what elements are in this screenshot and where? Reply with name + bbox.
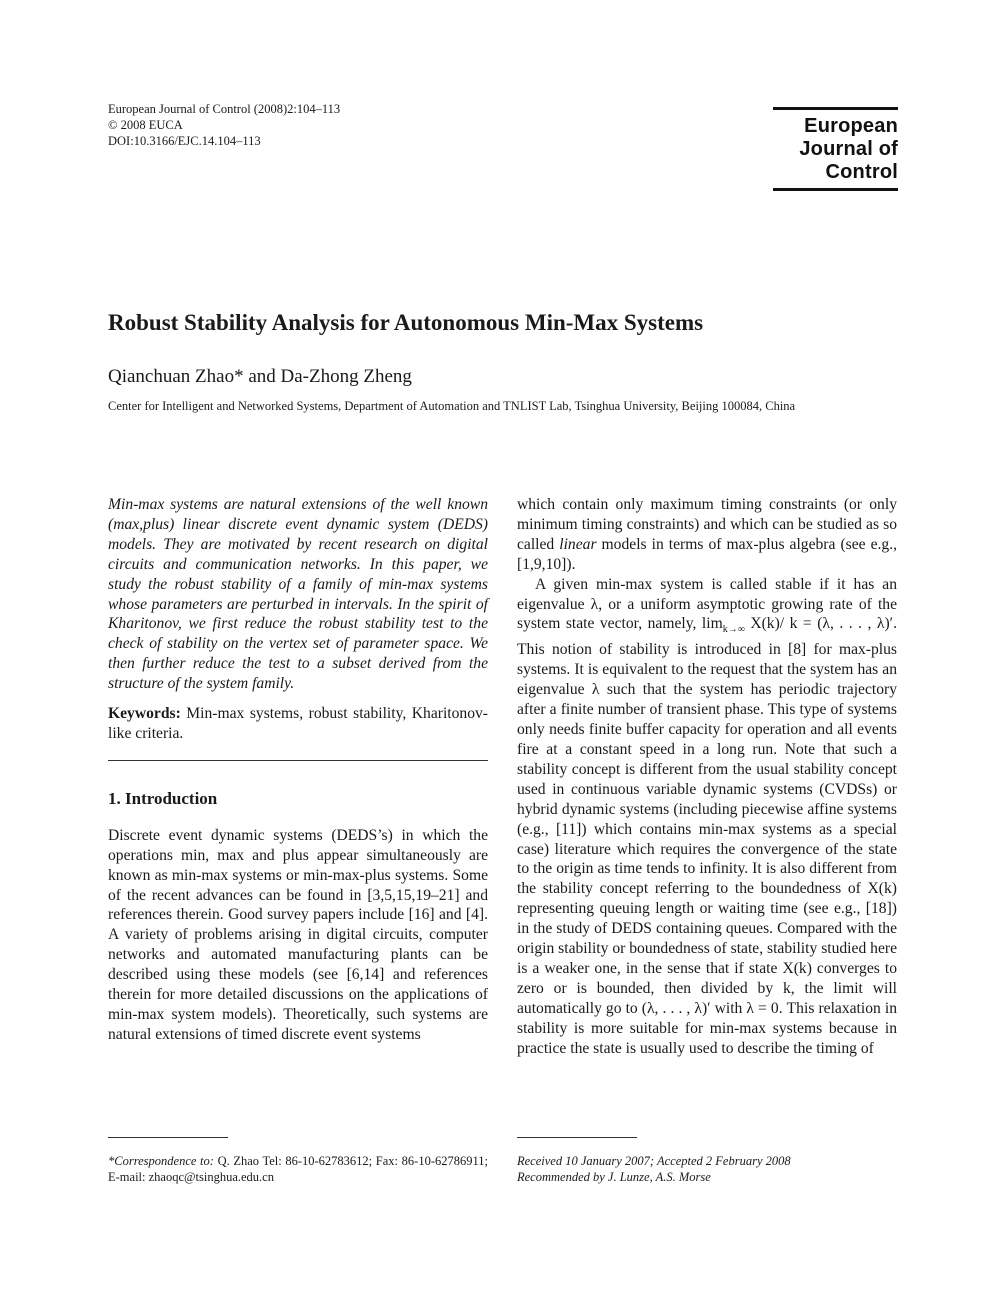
para2-part-a: A given min-max system is called stable if it has an eigenvalue λ, or a uniform asymptotic growing rate of the system state vector, namely, lim bbox=[517, 575, 897, 633]
para1-emphasis: linear bbox=[559, 535, 597, 553]
journal-logo bbox=[773, 107, 898, 191]
logo-line-3: Control bbox=[825, 161, 898, 183]
logo-line-2: Journal of bbox=[799, 138, 898, 160]
para2-limit-subscript: k→∞ bbox=[722, 624, 745, 636]
footnote-rule-left bbox=[108, 1137, 228, 1138]
journal-meta bbox=[108, 101, 340, 149]
paper-title: Robust Stability Analysis for Autonomous Min-Max Systems bbox=[108, 310, 704, 335]
keywords-label: Keywords: bbox=[108, 705, 181, 723]
section-heading-introduction: 1. Introduction bbox=[108, 788, 218, 808]
copyright-line: © 2008 EUCA bbox=[108, 118, 183, 132]
para2-part-b: X(k)/ k = (λ, . . . , λ)′. This notion of stability is introduced in [8] for max-plus systems. It is equivalent to the request that the system has an eigenvalue λ such that the system has periodic trajectory after a finite number of transient phase. This type of systems only needs finite buffer capacity for operation and all events fire at a constant speed in a long run. Note that such a stability concept is different from the usual stability concept used in continuous variable dynamic systems (CVDSs) or hybrid dynamic systems (including piecewise affine systems (e.g., [11]) which contains min-max systems as a special case) literature which requires the convergence of the state to the origin as time tends to infinity. It is also different from the stability concept referring to the boundedness of X(k) representing queuing length or waiting time (see e.g., [18]) in the study of DEDS containing queues. Compared with the origin stability or boundedness of state, stability studied here is a weaker one, in the sense that if state X(k) converges to zero or is bounded, then divided by k, the limit will automatically go to (λ, . . . , λ)′ with λ = 0. This relaxation in stability is more suitable for min-max systems because in practice the state is usually used to describe the timing of bbox=[517, 615, 897, 1057]
intro-paragraph-2 bbox=[517, 575, 897, 1059]
paper-authors: Qianchuan Zhao* and Da-Zhong Zheng bbox=[108, 366, 412, 387]
correspondence-label: *Correspondence to: bbox=[108, 1154, 214, 1168]
abstract-divider bbox=[108, 760, 488, 761]
left-column bbox=[108, 495, 488, 1045]
received-line: Received 10 January 2007; Accepted 2 February 2008 bbox=[517, 1154, 791, 1168]
para1-part-b: models in terms of max-plus algebra (see e.g., [1,9,10]). bbox=[517, 535, 898, 573]
right-column bbox=[517, 495, 897, 1058]
history-footnote bbox=[517, 1153, 897, 1185]
logo-bottom-rule bbox=[773, 188, 898, 191]
doi-line: DOI:10.3166/EJC.14.104–113 bbox=[108, 134, 261, 148]
correspondence-details: Q. Zhao Tel: 86-10-62783612; Fax: 86-10-62786911; E-mail: zhaoqc@tsinghua.edu.cn bbox=[108, 1154, 488, 1184]
paper-affiliation: Center for Intelligent and Networked Systems, Department of Automation and TNLIST Lab, Tsinghua University, Beijing 100084, China bbox=[108, 399, 796, 413]
logo-line-1: European bbox=[804, 115, 898, 137]
abstract-text: Min-max systems are natural extensions of the well known (max,plus) linear discrete event dynamic system (DEDS) models. They are motivated by recent research on digital circuits and communication networks. In this paper, we study the robust stability of a family of min-max systems whose parameters are perturbed in intervals. In the spirit of Kharitonov, we first reduce the robust stability test to the check of stability on the vertex set of parameter space. We then further reduce the test to a subset derived from the structure of the system family. bbox=[108, 496, 488, 693]
footnote-rule-right bbox=[517, 1137, 637, 1138]
correspondence-footnote bbox=[108, 1153, 488, 1185]
keywords bbox=[108, 704, 488, 744]
logo-text bbox=[773, 110, 898, 188]
recommended-line: Recommended by J. Lunze, A.S. Morse bbox=[517, 1170, 711, 1184]
para1-part-a: which contain only maximum timing constraints (or only minimum timing constraints) and which can be studied as so called bbox=[517, 496, 897, 553]
intro-paragraph-1: Discrete event dynamic systems (DEDS’s) in which the operations min, max and plus appear simultaneously are known as min-max systems or min-max-plus systems. Some of the recent advances can be found in [3,5,15,19–21] and references therein. Good survey papers include [16] and [4]. A variety of problems arising in digital circuits, computer networks and automated manufacturing plants can be described using these models (see [6,14] and references therein for more detailed discussions on the applications of min-max system models). Theoretically, such systems are natural extensions of timed discrete event systems bbox=[108, 826, 488, 1043]
journal-citation: European Journal of Control (2008)2:104–113 bbox=[108, 102, 341, 116]
intro-paragraph-1-continued bbox=[517, 495, 897, 575]
keywords-text: Min-max systems, robust stability, Kharitonov-like criteria. bbox=[108, 705, 488, 742]
